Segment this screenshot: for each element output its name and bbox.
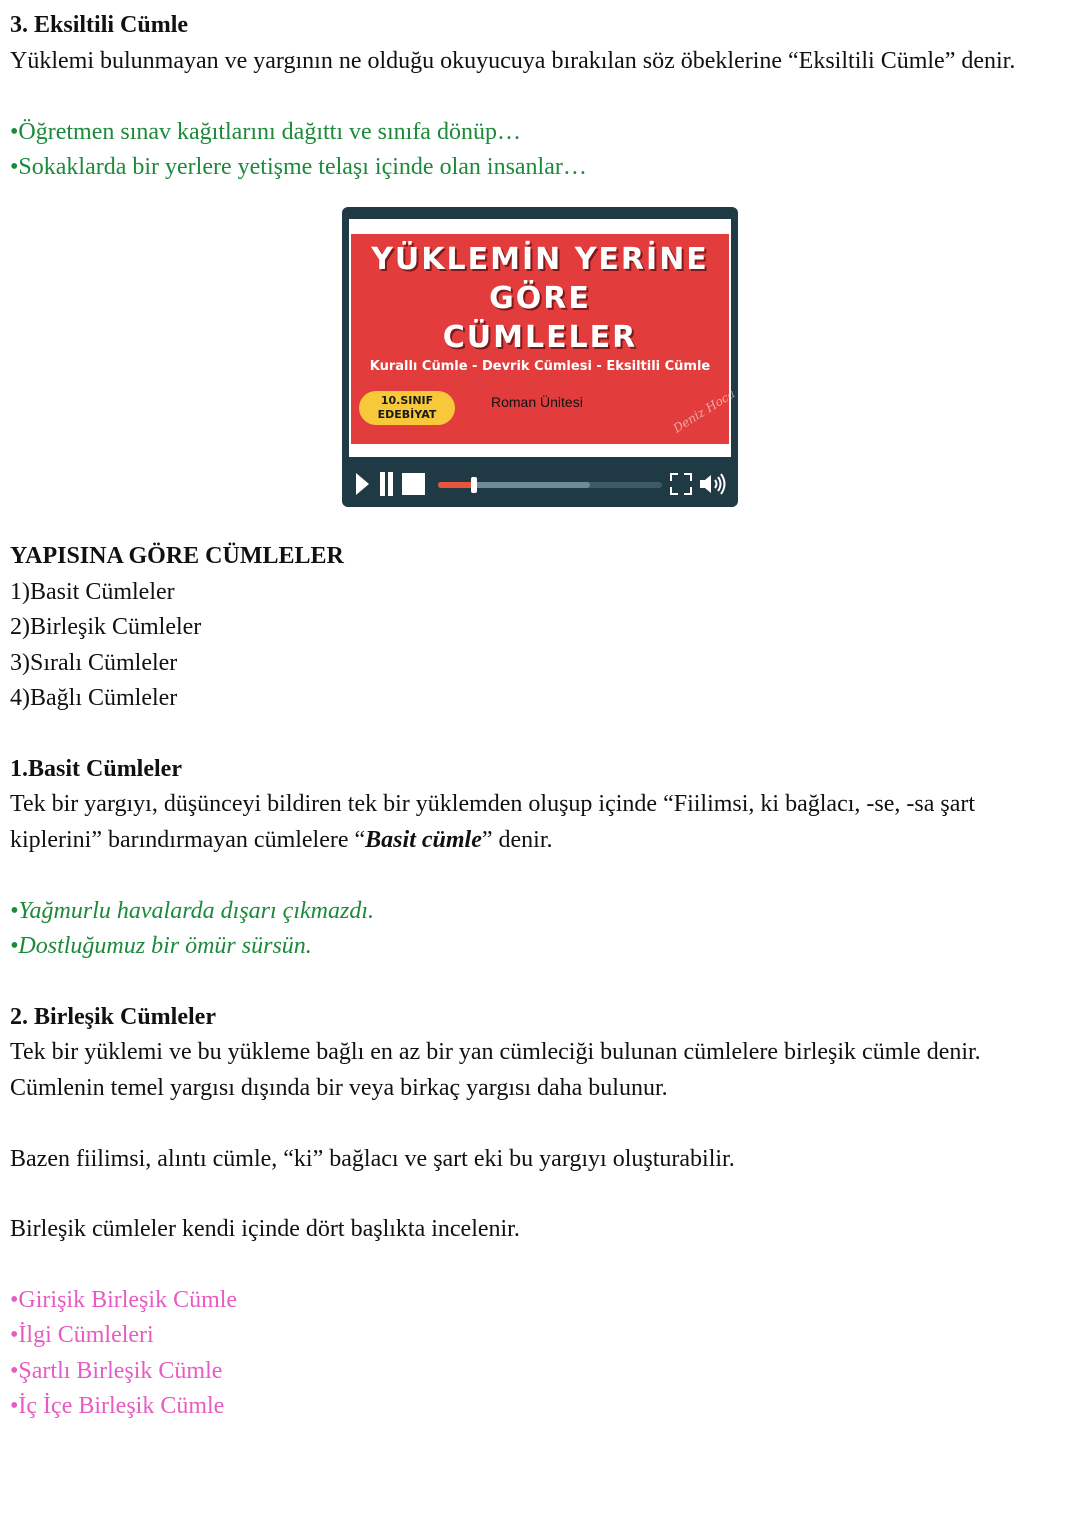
- volume-icon[interactable]: [698, 471, 728, 497]
- stop-icon[interactable]: [402, 473, 425, 495]
- birlesik-note: Birleşik cümleler kendi içinde dört başlıkta incelenir.: [10, 1216, 520, 1242]
- birlesik-definition-line1: Tek bir yüklemi ve bu yükleme bağlı en az bir yan cümleciği bulunan cümlelere birleşik cümle denir.: [10, 1039, 981, 1065]
- video-title-line: GÖRE: [489, 281, 591, 316]
- structure-heading: YAPISINA GÖRE CÜMLELER: [10, 543, 344, 569]
- example-line: •Yağmurlu havalarda dışarı çıkmazdı.: [10, 898, 374, 924]
- birlesik-type-item: •İlgi Cümleleri: [10, 1322, 154, 1348]
- grade-badge: [359, 391, 455, 425]
- video-title-line: YÜKLEMİN YERİNE: [371, 242, 709, 277]
- basit-def-post: ” denir.: [481, 827, 553, 853]
- birlesik-note: Bazen fiilimsi, alıntı cümle, “ki” bağlacı ve şart eki bu yargıyı oluşturabilir.: [10, 1146, 735, 1172]
- basit-definition-line1: Tek bir yargıyı, düşünceyi bildiren tek bir yüklemden oluşup içinde “Fiilimsi, ki bağlacı, -se, -sa şart: [10, 791, 976, 817]
- eksiltili-definition: Yüklemi bulunmayan ve yargının ne olduğu okuyucuya bırakılan söz öbeklerine “Eksiltili Cümle” denir.: [10, 48, 1016, 74]
- basit-term: Basit cümle: [365, 827, 482, 853]
- progress-bar: [438, 482, 474, 488]
- video-player[interactable]: [342, 207, 738, 507]
- example-line: •Öğretmen sınav kağıtlarını dağıttı ve sınıfa dönüp…: [10, 119, 521, 145]
- structure-list-item: 1)Basit Cümleler: [10, 579, 175, 605]
- unit-label: Roman Ünitesi: [491, 394, 583, 410]
- section-heading-birlesik: 2. Birleşik Cümleler: [10, 1004, 216, 1030]
- birlesik-type-item: •İç İçe Birleşik Cümle: [10, 1393, 225, 1419]
- birlesik-definition-line2: Cümlenin temel yargısı dışında bir veya birkaç yargısı daha bulunur.: [10, 1075, 668, 1101]
- basit-definition-line2: [10, 825, 552, 855]
- birlesik-type-item: •Şartlı Birleşik Cümle: [10, 1358, 223, 1384]
- video-subtitle: Kurallı Cümle - Devrik Cümlesi - Eksiltili Cümle: [369, 359, 711, 374]
- basit-def-pre: kiplerini” barındırmayan cümlelere “: [10, 827, 366, 853]
- video-title-line: CÜMLELER: [442, 320, 638, 355]
- example-line: •Sokaklarda bir yerlere yetişme telaşı içinde olan insanlar…: [10, 154, 587, 180]
- seek-bar[interactable]: [438, 482, 662, 488]
- signature: Deniz Hoca: [670, 386, 738, 436]
- badge-line: EDEBİYAT: [377, 408, 437, 421]
- seek-handle[interactable]: [471, 477, 477, 493]
- birlesik-type-item: •Girişik Birleşik Cümle: [10, 1287, 238, 1313]
- play-icon[interactable]: [356, 473, 369, 495]
- badge-line: 10.SINIF: [380, 394, 434, 407]
- video-screen[interactable]: [349, 219, 738, 457]
- pause-icon[interactable]: [378, 472, 394, 496]
- example-line: •Dostluğumuz bir ömür sürsün.: [10, 933, 312, 959]
- structure-list-item: 2)Birleşik Cümleler: [10, 614, 202, 640]
- structure-list-item: 4)Bağlı Cümleler: [10, 685, 178, 711]
- video-title: [351, 240, 729, 357]
- structure-list-item: 3)Sıralı Cümleler: [10, 650, 178, 676]
- player-controls: [342, 469, 738, 499]
- section-heading-eksiltili: 3. Eksiltili Cümle: [10, 12, 189, 38]
- section-heading-basit: 1.Basit Cümleler: [10, 756, 182, 782]
- fullscreen-icon[interactable]: [670, 473, 692, 495]
- video-thumbnail[interactable]: [351, 234, 738, 444]
